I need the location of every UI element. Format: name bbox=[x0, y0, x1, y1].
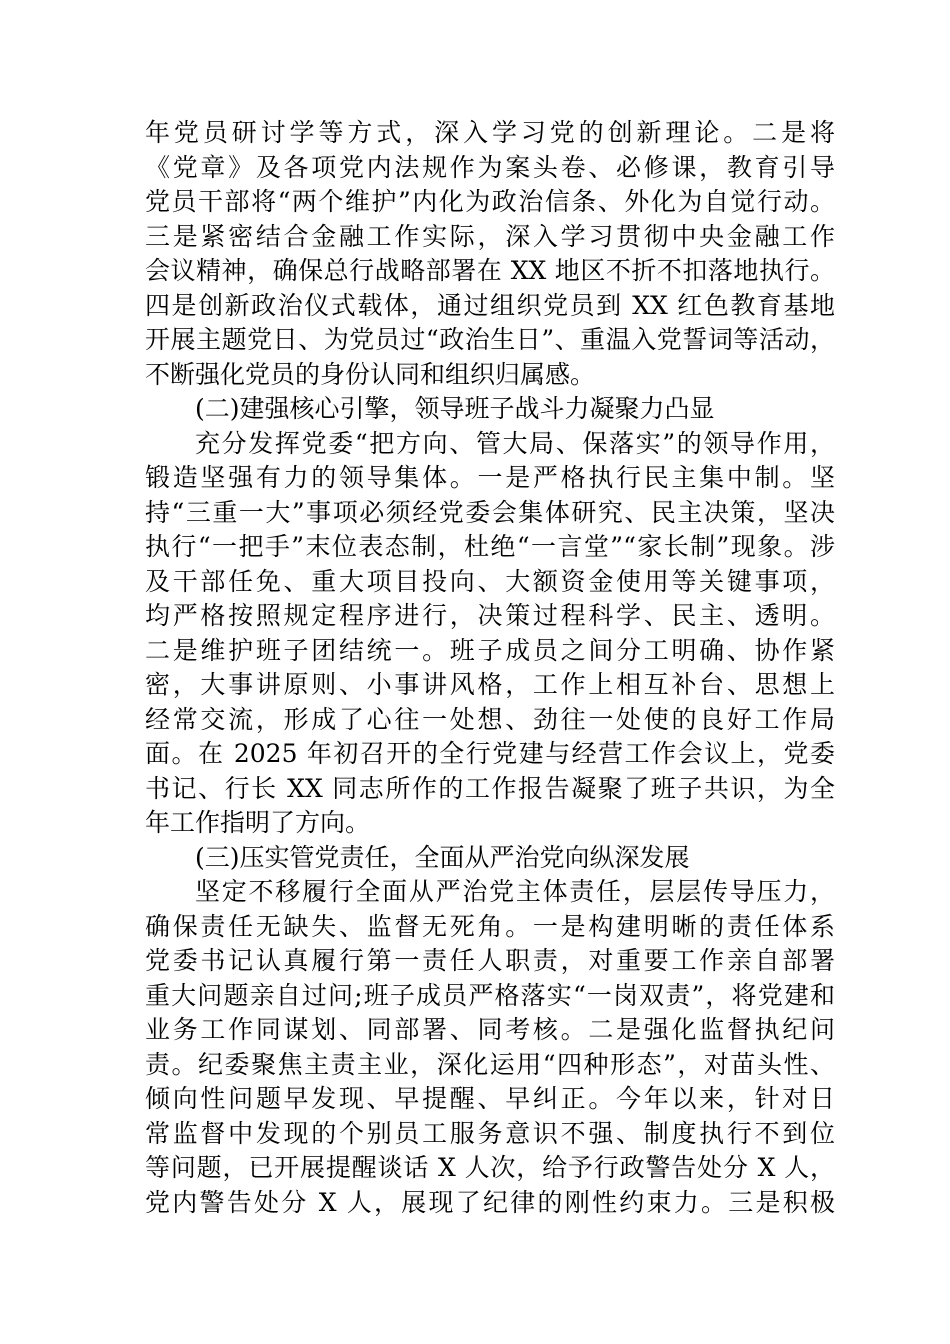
body-line: 党委书记认真履行第一责任人职责，对重要工作亲自部署 bbox=[145, 946, 835, 975]
body-line: 倾向性问题早发现、早提醒、早纠正。今年以来，针对日 bbox=[145, 1084, 835, 1113]
body-line: 开展主题党日、为党员过“政治生日”、重温入党誓词等活动， bbox=[145, 325, 835, 354]
body-line: 经常交流，形成了心往一处想、劲往一处使的良好工作局 bbox=[145, 704, 835, 734]
body-line: 面。在 2025 年初召开的全行党建与经营工作会议上，党委 bbox=[145, 739, 835, 768]
body-line: 业务工作同谋划、同部署、同考核。二是强化监督执纪问 bbox=[145, 1015, 835, 1044]
body-line: 年党员研讨学等方式，深入学习党的创新理论。二是将 bbox=[145, 118, 835, 147]
body-line: 会议精神，确保总行战略部署在 XX 地区不折不扣落地执行。 bbox=[145, 256, 835, 285]
body-line: 确保责任无缺失、监督无死角。一是构建明晰的责任体系 bbox=[145, 911, 835, 941]
body-line: 密，大事讲原则、小事讲风格，工作上相互补台、思想上 bbox=[145, 670, 835, 699]
body-line: 重大问题亲自过问;班子成员严格落实“一岗双责”，将党建和 bbox=[145, 980, 835, 1010]
body-line: 不断强化党员的身份认同和组织归属感。 bbox=[145, 359, 596, 389]
body-line: 党内警告处分 X 人，展现了纪律的刚性约束力。三是积极 bbox=[145, 1187, 835, 1217]
body-line: 年工作指明了方向。 bbox=[145, 808, 371, 837]
section-heading-3: (三)压实管党责任，全面从严治党向纵深发展 bbox=[195, 842, 690, 872]
document-page bbox=[145, 116, 835, 1220]
section-heading-2: (二)建强核心引擎，领导班子战斗力凝聚力凸显 bbox=[195, 394, 715, 423]
body-line: 充分发挥党委“把方向、管大局、保落实”的领导作用， bbox=[195, 428, 835, 458]
body-line: 及干部任免、重大项目投向、大额资金使用等关键事项， bbox=[145, 566, 835, 596]
body-line: 常监督中发现的个别员工服务意识不强、制度执行不到位 bbox=[145, 1118, 835, 1148]
body-line: 三是紧密结合金融工作实际，深入学习贯彻中央金融工作 bbox=[145, 221, 835, 251]
body-line: 书记、行长 XX 同志所作的工作报告凝聚了班子共识，为全 bbox=[145, 773, 835, 803]
body-line: 执行“一把手”末位表态制，杜绝“一言堂”“家长制”现象。涉 bbox=[145, 532, 835, 561]
body-line: 二是维护班子团结统一。班子成员之间分工明确、协作紧 bbox=[145, 635, 835, 665]
body-line: 《党章》及各项党内法规作为案头卷、必修课，教育引导 bbox=[145, 152, 835, 182]
body-line: 均严格按照规定程序进行，决策过程科学、民主、透明。 bbox=[145, 601, 835, 630]
body-line: 党员干部将“两个维护”内化为政治信条、外化为自觉行动。 bbox=[145, 187, 835, 216]
body-line: 锻造坚强有力的领导集体。一是严格执行民主集中制。坚 bbox=[145, 463, 835, 492]
body-line: 四是创新政治仪式载体，通过组织党员到 XX 红色教育基地 bbox=[145, 290, 835, 320]
body-line: 坚定不移履行全面从严治党主体责任，层层传导压力， bbox=[195, 877, 835, 906]
body-line: 责。纪委聚焦主责主业，深化运用“四种形态”，对苗头性、 bbox=[145, 1049, 835, 1079]
body-line: 持“三重一大”事项必须经党委会集体研究、民主决策，坚决 bbox=[145, 497, 835, 527]
body-line: 等问题，已开展提醒谈话 X 人次，给予行政警告处分 X 人， bbox=[145, 1153, 835, 1182]
